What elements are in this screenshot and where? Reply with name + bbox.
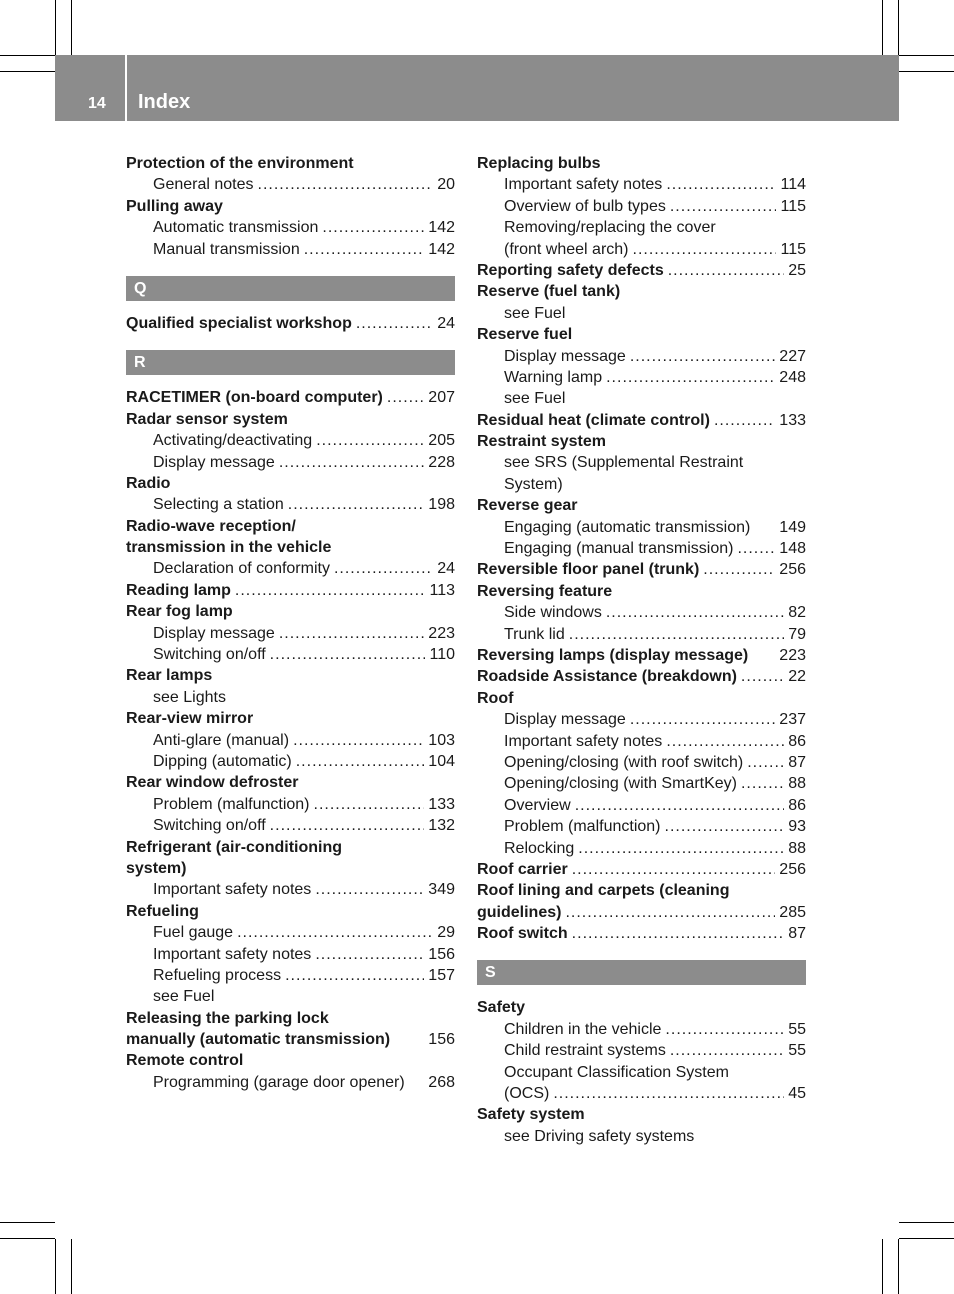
index-subentry <box>126 558 455 579</box>
entry-text: Roof carrier <box>477 860 568 878</box>
crop-mark <box>882 1239 883 1294</box>
dot-leader <box>569 624 784 645</box>
page-reference: 142 <box>428 219 455 237</box>
page-reference: 115 <box>780 197 806 215</box>
entry-text: Declaration of conformity <box>153 560 330 578</box>
index-entry <box>126 901 455 922</box>
page-reference: 227 <box>779 347 806 365</box>
page-reference: 228 <box>428 453 455 471</box>
dot-leader <box>314 794 425 815</box>
crop-mark <box>899 55 954 56</box>
index-subentry <box>477 1019 806 1040</box>
index-subentry <box>126 430 455 451</box>
entry-text: Trunk lid <box>504 625 565 643</box>
entry-text: Roof <box>477 689 514 707</box>
entry-text: Overview of bulb types <box>504 197 666 215</box>
page-reference: 207 <box>428 389 455 407</box>
page-reference: 104 <box>428 752 455 770</box>
dot-leader <box>703 559 775 580</box>
index-subentry <box>477 367 806 388</box>
dot-leader <box>279 623 424 644</box>
dot-leader <box>296 751 425 772</box>
index-subentry <box>477 388 806 409</box>
entry-text: see Lights <box>153 688 226 706</box>
entry-text: see Driving safety systems <box>504 1127 695 1145</box>
dot-leader <box>387 387 424 408</box>
index-entry <box>477 997 806 1018</box>
index-subentry <box>126 174 455 195</box>
index-subentry <box>477 731 806 752</box>
entry-text: Pulling away <box>126 197 223 215</box>
page-reference: 132 <box>428 817 455 835</box>
index-subentry <box>126 794 455 815</box>
index-subentry <box>477 346 806 367</box>
index-entry <box>126 665 455 686</box>
index-entry <box>477 1104 806 1125</box>
entry-text: Reading lamp <box>126 581 231 599</box>
index-subentry <box>477 795 806 816</box>
entry-text: Important safety notes <box>504 176 663 194</box>
dot-leader <box>665 1019 784 1040</box>
index-subentry <box>126 730 455 751</box>
page-reference: 22 <box>788 668 806 686</box>
entry-text: Dipping (automatic) <box>153 752 292 770</box>
page-reference: 24 <box>437 560 455 578</box>
page-header <box>55 55 899 121</box>
entry-text: Problem (malfunction) <box>153 795 310 813</box>
crop-mark <box>0 55 55 56</box>
page-reference: 24 <box>437 314 455 332</box>
index-subentry <box>477 174 806 195</box>
page-reference: 133 <box>779 411 806 429</box>
entry-text: Safety system <box>477 1106 585 1124</box>
index-entry <box>126 708 455 729</box>
index-entry <box>477 902 806 923</box>
index-subentry <box>477 816 806 837</box>
page-reference: 88 <box>788 775 806 793</box>
entry-text: Roof lining and carpets (cleaning <box>477 882 730 900</box>
entry-text: Safety <box>477 999 526 1017</box>
index-subentry <box>477 452 806 473</box>
dot-leader <box>279 452 424 473</box>
index-subentry <box>477 624 806 645</box>
crop-mark <box>55 1239 56 1294</box>
index-entry <box>126 473 455 494</box>
index-entry <box>477 645 806 666</box>
entry-text: Problem (malfunction) <box>504 818 661 836</box>
entry-text: Replacing bulbs <box>477 155 601 172</box>
index-subentry <box>477 1083 806 1104</box>
dot-leader <box>322 217 424 238</box>
index-entry <box>477 666 806 687</box>
entry-text: Qualified specialist workshop <box>126 314 352 332</box>
index-entry <box>477 431 806 452</box>
entry-text: Protection of the environment <box>126 155 354 172</box>
index-entry <box>477 581 806 602</box>
index-subentry <box>477 303 806 324</box>
index-entry <box>126 858 455 879</box>
entry-text: (OCS) <box>504 1085 550 1103</box>
dot-leader <box>670 196 777 217</box>
page-reference: 55 <box>788 1042 806 1060</box>
dot-leader <box>606 602 784 623</box>
index-subentry <box>477 602 806 623</box>
index-subentry <box>126 217 455 238</box>
page-reference: 156 <box>428 1031 455 1049</box>
entry-text: Display message <box>504 711 626 729</box>
entry-text: guidelines) <box>477 903 562 921</box>
index-subentry <box>477 773 806 794</box>
index-subentry <box>126 687 455 708</box>
entry-text: (front wheel arch) <box>504 240 629 258</box>
entry-text: Occupant Classification System <box>504 1063 729 1081</box>
page-reference: 256 <box>779 860 806 878</box>
entry-text: Releasing the parking lock <box>126 1009 329 1027</box>
entry-text: Refrigerant (air-conditioning <box>126 838 342 856</box>
index-entry <box>126 1008 455 1029</box>
entry-text: Reserve (fuel tank) <box>477 283 621 301</box>
entry-text: Radio-wave reception/ <box>126 517 296 535</box>
dot-leader <box>668 260 784 281</box>
index-letter-heading: R <box>126 350 455 375</box>
page-reference: 205 <box>428 432 455 450</box>
index-subentry <box>477 1040 806 1061</box>
crop-mark <box>71 1239 72 1294</box>
index-subentry <box>477 1062 806 1083</box>
page-reference: 82 <box>788 604 806 622</box>
index-column-left <box>126 153 455 1093</box>
page-reference: 248 <box>779 368 806 386</box>
entry-text: Restraint system <box>477 433 606 451</box>
index-subentry <box>477 838 806 859</box>
index-entry <box>126 772 455 793</box>
page-reference: 93 <box>788 818 806 836</box>
entry-text: Radar sensor system <box>126 410 288 428</box>
entry-text: Rear-view mirror <box>126 710 254 728</box>
entry-text: Activating/deactivating <box>153 432 313 450</box>
index-subentry <box>126 944 455 965</box>
entry-text: Reserve fuel <box>477 326 573 344</box>
page-reference: 198 <box>428 496 455 514</box>
dot-leader <box>572 923 785 944</box>
crop-mark <box>899 1238 954 1239</box>
page-reference: 45 <box>788 1085 806 1103</box>
entry-text: System) <box>504 475 563 493</box>
index-entry <box>477 153 806 174</box>
entry-text: Engaging (automatic transmission) <box>504 518 751 536</box>
index-subentry <box>477 538 806 559</box>
crop-mark <box>71 0 72 55</box>
index-subentry <box>126 986 455 1007</box>
entry-text: Rear fog lamp <box>126 603 233 621</box>
index-subentry <box>477 239 806 260</box>
dot-leader <box>630 709 775 730</box>
index-entry <box>126 1029 455 1050</box>
page-reference: 87 <box>788 753 806 771</box>
entry-text: Reporting safety defects <box>477 261 664 279</box>
page-reference: 237 <box>779 711 806 729</box>
crop-mark <box>898 1239 899 1294</box>
index-subentry <box>126 1072 455 1093</box>
index-subentry <box>477 196 806 217</box>
index-entry <box>477 559 806 580</box>
page-reference: 133 <box>428 795 455 813</box>
crop-mark <box>0 1238 55 1239</box>
index-entry <box>477 324 806 345</box>
entry-text: Important safety notes <box>153 881 312 899</box>
index-letter-heading: Q <box>126 276 455 301</box>
entry-text: Refueling process <box>153 966 282 984</box>
index-entry <box>126 537 455 558</box>
page-reference: 25 <box>788 261 806 279</box>
header-separator <box>125 55 127 121</box>
page-title: Index <box>138 91 191 113</box>
entry-text: Switching on/off <box>153 646 266 664</box>
entry-text: Display message <box>504 347 626 365</box>
index-subentry <box>126 644 455 665</box>
entry-text: Child restraint systems <box>504 1042 666 1060</box>
entry-text: system) <box>126 859 187 877</box>
dot-leader <box>714 410 775 431</box>
entry-text: Selecting a station <box>153 496 284 514</box>
entry-text: Switching on/off <box>153 817 266 835</box>
entry-text: Reversing feature <box>477 582 613 600</box>
page-reference: 20 <box>437 176 455 194</box>
index-letter-heading: S <box>477 960 806 985</box>
entry-text: see SRS (Supplemental Restraint <box>504 454 744 472</box>
crop-mark <box>0 71 55 72</box>
dot-leader <box>606 367 775 388</box>
page-reference: 113 <box>429 581 455 599</box>
dot-leader <box>666 174 776 195</box>
dot-leader <box>315 879 424 900</box>
page-reference: 256 <box>779 561 806 579</box>
index-entry <box>126 1050 455 1071</box>
dot-leader <box>258 174 434 195</box>
crop-mark <box>55 0 56 55</box>
index-subentry <box>126 965 455 986</box>
dot-leader <box>316 430 424 451</box>
entry-text: General notes <box>153 176 254 194</box>
index-entry <box>126 387 455 408</box>
entry-text: Opening/closing (with roof switch) <box>504 753 744 771</box>
dot-leader <box>565 902 775 923</box>
entry-text: Programming (garage door opener) <box>153 1073 405 1091</box>
index-subentry <box>477 1126 806 1147</box>
dot-leader <box>315 944 424 965</box>
dot-leader <box>737 538 775 559</box>
dot-leader <box>270 644 426 665</box>
entry-text: manually (automatic transmission) <box>126 1031 391 1049</box>
page-reference: 156 <box>428 945 455 963</box>
dot-leader <box>293 730 424 751</box>
entry-text: Engaging (manual transmission) <box>504 540 734 558</box>
dot-leader <box>575 795 785 816</box>
index-entry <box>477 410 806 431</box>
entry-text: Fuel gauge <box>153 924 234 942</box>
dot-leader <box>670 1040 784 1061</box>
page-reference: 79 <box>788 625 806 643</box>
crop-mark <box>0 1222 55 1223</box>
dot-leader <box>633 239 777 260</box>
entry-text: Remote control <box>126 1052 244 1070</box>
index-entry <box>477 923 806 944</box>
dot-leader <box>630 346 775 367</box>
dot-leader <box>741 773 784 794</box>
page-reference: 157 <box>428 966 455 984</box>
dot-leader <box>334 558 433 579</box>
entry-text: Important safety notes <box>504 732 663 750</box>
entry-text: Side windows <box>504 604 602 622</box>
entry-text: Overview <box>504 796 571 814</box>
dot-leader <box>747 752 784 773</box>
crop-mark <box>899 1222 954 1223</box>
index-entry <box>126 516 455 537</box>
entry-text: see Fuel <box>504 304 566 322</box>
page-reference: 142 <box>428 240 455 258</box>
dot-leader <box>270 815 425 836</box>
page-reference: 223 <box>779 646 806 664</box>
page-reference: 29 <box>437 924 455 942</box>
page-reference: 223 <box>428 624 455 642</box>
index-entry <box>477 880 806 901</box>
entry-text: Manual transmission <box>153 240 300 258</box>
page-reference: 148 <box>779 540 806 558</box>
page-reference: 86 <box>788 796 806 814</box>
dot-leader <box>741 666 784 687</box>
crop-mark <box>898 0 899 55</box>
index-entry <box>126 837 455 858</box>
dot-leader <box>578 838 784 859</box>
entry-text: Relocking <box>504 839 575 857</box>
index-subentry <box>126 751 455 772</box>
dot-leader <box>666 731 784 752</box>
page-reference: 149 <box>779 518 806 536</box>
page-reference: 110 <box>429 646 455 664</box>
index-entry <box>126 601 455 622</box>
entry-text: Roof switch <box>477 925 568 943</box>
page-reference: 86 <box>788 732 806 750</box>
index-entry <box>477 260 806 281</box>
index-column-right <box>477 153 806 1147</box>
dot-leader <box>285 965 424 986</box>
page-reference: 88 <box>788 839 806 857</box>
page-reference: 349 <box>428 881 455 899</box>
dot-leader <box>288 494 425 515</box>
crop-mark <box>899 71 954 72</box>
entry-text: Rear window defroster <box>126 774 299 792</box>
entry-text: Anti-glare (manual) <box>153 731 290 749</box>
page-reference: 114 <box>780 176 806 194</box>
entry-text: Display message <box>153 624 275 642</box>
index-subentry <box>477 709 806 730</box>
dot-leader <box>235 580 426 601</box>
page-reference: 268 <box>428 1073 455 1091</box>
entry-text: Children in the vehicle <box>504 1020 662 1038</box>
entry-text: Reversible floor panel (trunk) <box>477 561 700 579</box>
index-entry <box>126 196 455 217</box>
entry-text: Important safety notes <box>153 945 312 963</box>
entry-text: see Fuel <box>504 390 566 408</box>
entry-text: see Fuel <box>153 988 215 1006</box>
entry-text: Radio <box>126 474 171 492</box>
entry-text: Residual heat (climate control) <box>477 411 710 429</box>
entry-text: Display message <box>153 453 275 471</box>
index-entry <box>477 281 806 302</box>
index-subentry <box>126 452 455 473</box>
page-reference: 55 <box>788 1020 806 1038</box>
dot-leader <box>665 816 785 837</box>
entry-text: Rear lamps <box>126 667 213 685</box>
entry-text: Removing/replacing the cover <box>504 219 716 237</box>
index-subentry <box>126 494 455 515</box>
entry-text: Reversing lamps (display message) <box>477 646 749 664</box>
crop-mark <box>882 0 883 55</box>
index-subentry <box>477 752 806 773</box>
index-entry <box>126 153 455 174</box>
entry-text: Warning lamp <box>504 368 603 386</box>
index-entry <box>477 859 806 880</box>
index-subentry <box>477 217 806 238</box>
dot-leader <box>237 922 433 943</box>
index-entry <box>126 409 455 430</box>
dot-leader <box>356 313 433 334</box>
index-subentry <box>126 879 455 900</box>
index-entry <box>477 495 806 516</box>
entry-text: Reverse gear <box>477 497 578 515</box>
entry-text: RACETIMER (on-board computer) <box>126 389 383 407</box>
entry-text: Refueling <box>126 902 199 920</box>
dot-leader <box>304 239 425 260</box>
dot-leader <box>572 859 776 880</box>
index-entry <box>126 313 455 334</box>
index-entry <box>477 688 806 709</box>
entry-text: Opening/closing (with SmartKey) <box>504 775 737 793</box>
page-number: 14 <box>88 95 106 112</box>
page-reference: 115 <box>780 240 806 258</box>
index-entry <box>126 580 455 601</box>
entry-text: Roadside Assistance (breakdown) <box>477 668 737 686</box>
index-subentry <box>477 517 806 538</box>
index-subentry <box>126 623 455 644</box>
index-subentry <box>126 922 455 943</box>
index-subentry <box>477 474 806 495</box>
entry-text: transmission in the vehicle <box>126 539 332 557</box>
dot-leader <box>553 1083 784 1104</box>
entry-text: Automatic transmission <box>153 219 319 237</box>
page-reference: 87 <box>788 925 806 943</box>
page-reference: 103 <box>428 731 455 749</box>
page-reference: 285 <box>779 903 806 921</box>
index-subentry <box>126 815 455 836</box>
index-subentry <box>126 239 455 260</box>
